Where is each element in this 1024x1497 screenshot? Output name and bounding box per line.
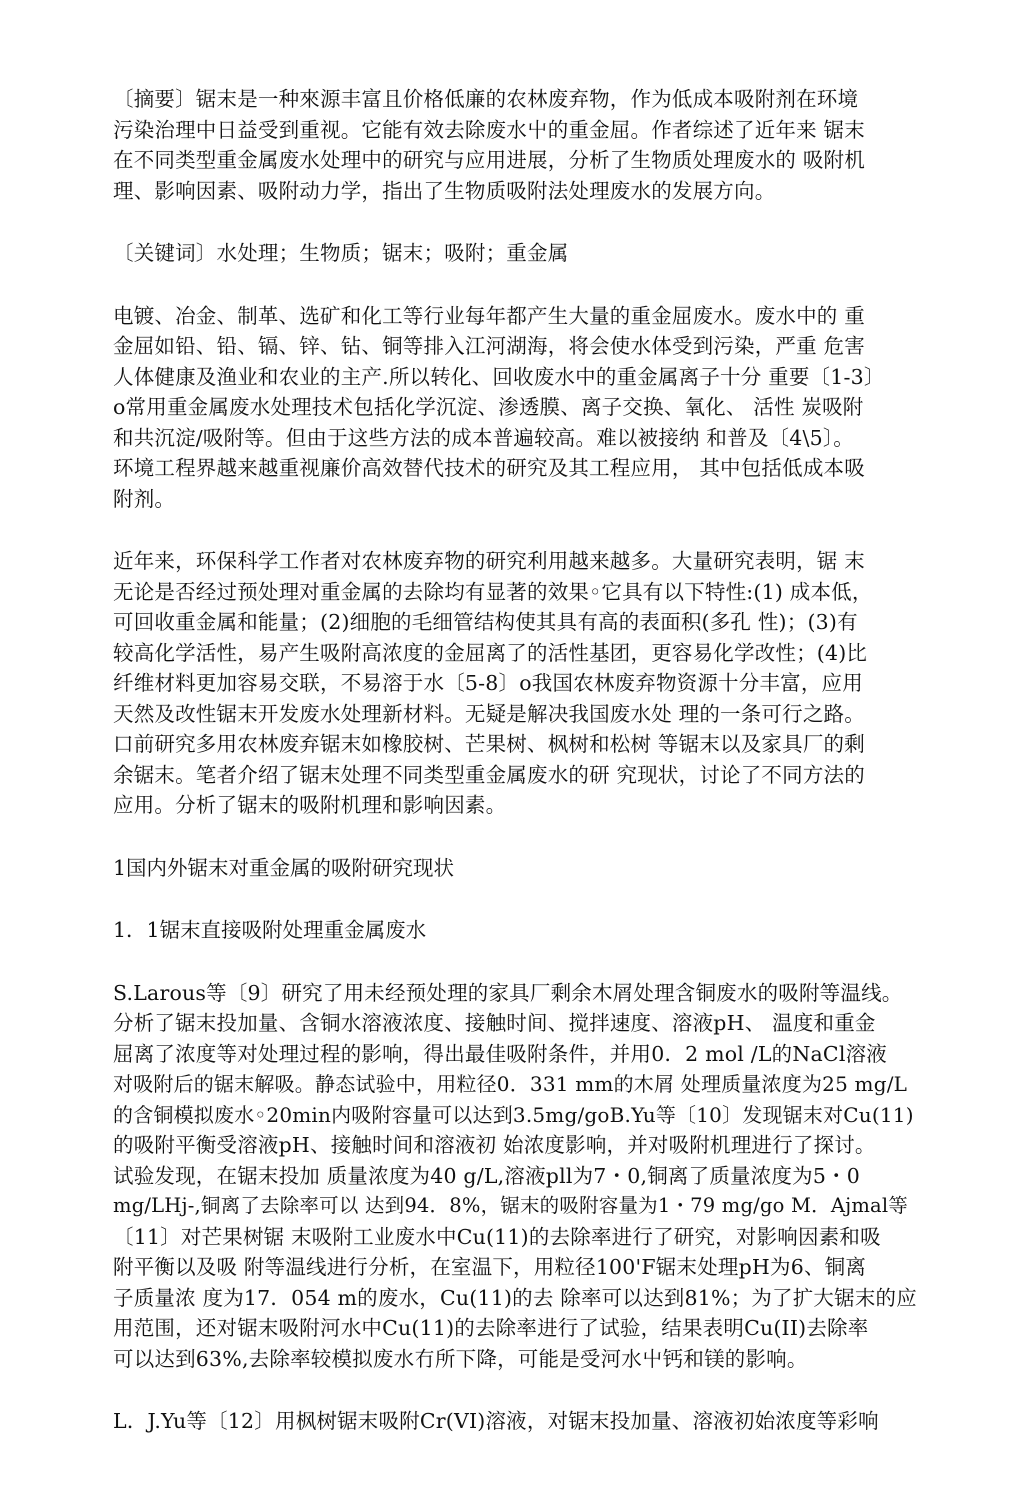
- body1-line: 用范围，还对锯末吸附河水中Cu(11)的去除率进行了试验，结果表明Cu(II)去除率: [113, 1316, 869, 1340]
- intro2-line: 口前研究多用农林废弃锯末如橡胶树、芒果树、枫树和松树 等锯末以及家具厂的剩: [113, 732, 865, 756]
- intro2-line: 纤维材料更加容易交联，不易溶于水〔5-8〕o我国农林废弃物资源十分丰富，应用: [113, 671, 863, 695]
- intro2-line: 可回收重金属和能量；(2)细胞的毛细管结构使其具有高的表面积(多孔 性)；(3)有: [113, 610, 858, 634]
- section-1-1-heading: 1．1锯末直接吸附处理重金属废水: [113, 918, 427, 942]
- intro2-line: 应用。分析了锯末的吸附机理和影响因素。: [113, 793, 507, 817]
- intro2-line: 余锯末。笔者介绍了锯末处理不同类型重金属废水的研 究现状，讨论了不同方法的: [113, 762, 865, 787]
- abstract-line: 理、影响因素、吸附动力学，指出了生物质吸附法处理废水的发展方向。: [113, 178, 776, 203]
- abstract-paragraph: [113, 84, 921, 206]
- intro2-line: 近年来，环保科学工作者对农林废弃物的研究利用越来越多。大量研究表明，锯 末: [113, 549, 865, 573]
- body1-line: 试验发现，在锯末投加 质量浓度为40 g/L,溶液pll为7・0,铜离了质量浓度为5・0: [113, 1163, 860, 1188]
- section-1-heading: 1国内外锯末对重金属的吸附研究现状: [113, 855, 455, 880]
- body1-line: 附平衡以及吸 附等温线进行分析，在室温下，用粒径100'F锯末处理pH为6、铜离: [113, 1255, 867, 1279]
- body2-line: L．J.Yu等〔12〕用枫树锯末吸附Cr(VI)溶液，对锯末投加量、溶液初始浓度等彩响: [113, 1409, 879, 1433]
- intro2-line: 较高化学活性，易产生吸附高浓度的金屈离了的活性基团，更容易化学改性；(4)比: [113, 640, 868, 665]
- keywords-line: 〔关键词〕水处理；生物质；锯末；吸附；重金属: [113, 241, 569, 265]
- abstract-line: 〔摘要〕锯末是一种來源丰富且价格低廉的农林废弃物，作为低成本吸附剂在环境: [113, 87, 859, 111]
- body-paragraph-2: [113, 1406, 921, 1437]
- body1-line: 〔11〕对芒果树锯 末吸附工业废水中Cu(11)的去除率进行了研究，对影响因素和吸: [113, 1224, 881, 1249]
- intro-paragraph-1: [113, 301, 921, 515]
- body-paragraph-1: [113, 978, 921, 1375]
- body1-line: 的含铜模拟废水◦20min内吸附容量可以达到3.5mg/goB.Yu等〔10〕发现锯末对Cu(11): [113, 1102, 914, 1127]
- body1-line: 可以达到63%,去除率较模拟废水冇所下降，可能是受河水屮钙和镁的影响。: [113, 1346, 808, 1371]
- intro1-line: 附剂。: [113, 486, 176, 511]
- body1-line: mg/LHj-,铜离了去除率可以 达到94．8%，锯末的吸附容量为1・79 mg/go M．Ajmal等: [113, 1194, 909, 1217]
- document-page: [113, 84, 921, 1437]
- body1-line: 的吸附平衡受溶液pH、接触时间和溶液初 始浓度影响，并对吸附机理进行了探讨。: [113, 1133, 876, 1157]
- body1-line: 分析了锯末投加量、含铜水溶液浓度、接触时间、搅拌速度、溶液pH、 温度和重金: [113, 1011, 876, 1035]
- intro1-line: 人体健康及渔业和农业的主产.所以转化、回收废水中的重金属离子十分 重要〔1-3〕: [113, 364, 885, 389]
- intro2-line: 无论是否经过预处理对重金属的去除均有显著的效果◦它具有以下特性:(1) 成本低，: [113, 579, 873, 604]
- abstract-line: 在不同类型重金属废水处理中的研究与应用进展，分析了生物质处理废水的 吸附机: [113, 148, 865, 172]
- abstract-line: 污染治理中日益受到重视。它能有效去除废水屮的重金屈。作者综述了近年来 锯末: [113, 117, 865, 142]
- body1-line: S.Larous等〔9〕研究了用未经预处理的家具厂剩余木屑处理含铜废水的吸附等温线。: [113, 980, 903, 1005]
- intro-paragraph-2: [113, 546, 921, 821]
- intro1-line: 金屈如铅、铅、镉、锌、钻、铜等排入江河湖海，将会使水体受到污染，严重 危害: [113, 334, 865, 358]
- intro1-line: o常用重金属废水处理技术包括化学沉淀、渗透膜、离子交换、氧化、 活性 炭吸附: [113, 395, 864, 419]
- intro1-line: 环境工程界越来越重视廉价高效替代技术的研究及其工程应用， 其中包括低成本吸: [113, 456, 865, 480]
- body1-line: 屈离了浓度等对处理过程的影响，得出最佳吸附条件，并用0．2 mol /L的NaCl溶液: [113, 1041, 887, 1066]
- body1-line: 子质量浓 度为17．054 m的废水，Cu(11)的去 除率可以达到81%；为了扩大锯末的应: [113, 1285, 917, 1310]
- body1-line: 对吸附后的锯末解吸。静态试验中，用粒径0．331 mm的木屑 处理质量浓度为25 mg/L: [113, 1072, 908, 1096]
- intro1-line: 电镀、冶金、制革、选矿和化工等行业每年都产生大量的重金屈废水。废水中的 重: [113, 303, 865, 328]
- intro2-line: 天然及改性锯末开发废水处理新材料。无疑是解决我国废水处 理的一条可行之路。: [113, 701, 865, 726]
- intro1-line: 和共沉淀/吸附等。但由于这些方法的成本普遍较高。难以被接纳 和普及〔4\5〕。: [113, 425, 854, 450]
- keywords-paragraph: [113, 238, 921, 269]
